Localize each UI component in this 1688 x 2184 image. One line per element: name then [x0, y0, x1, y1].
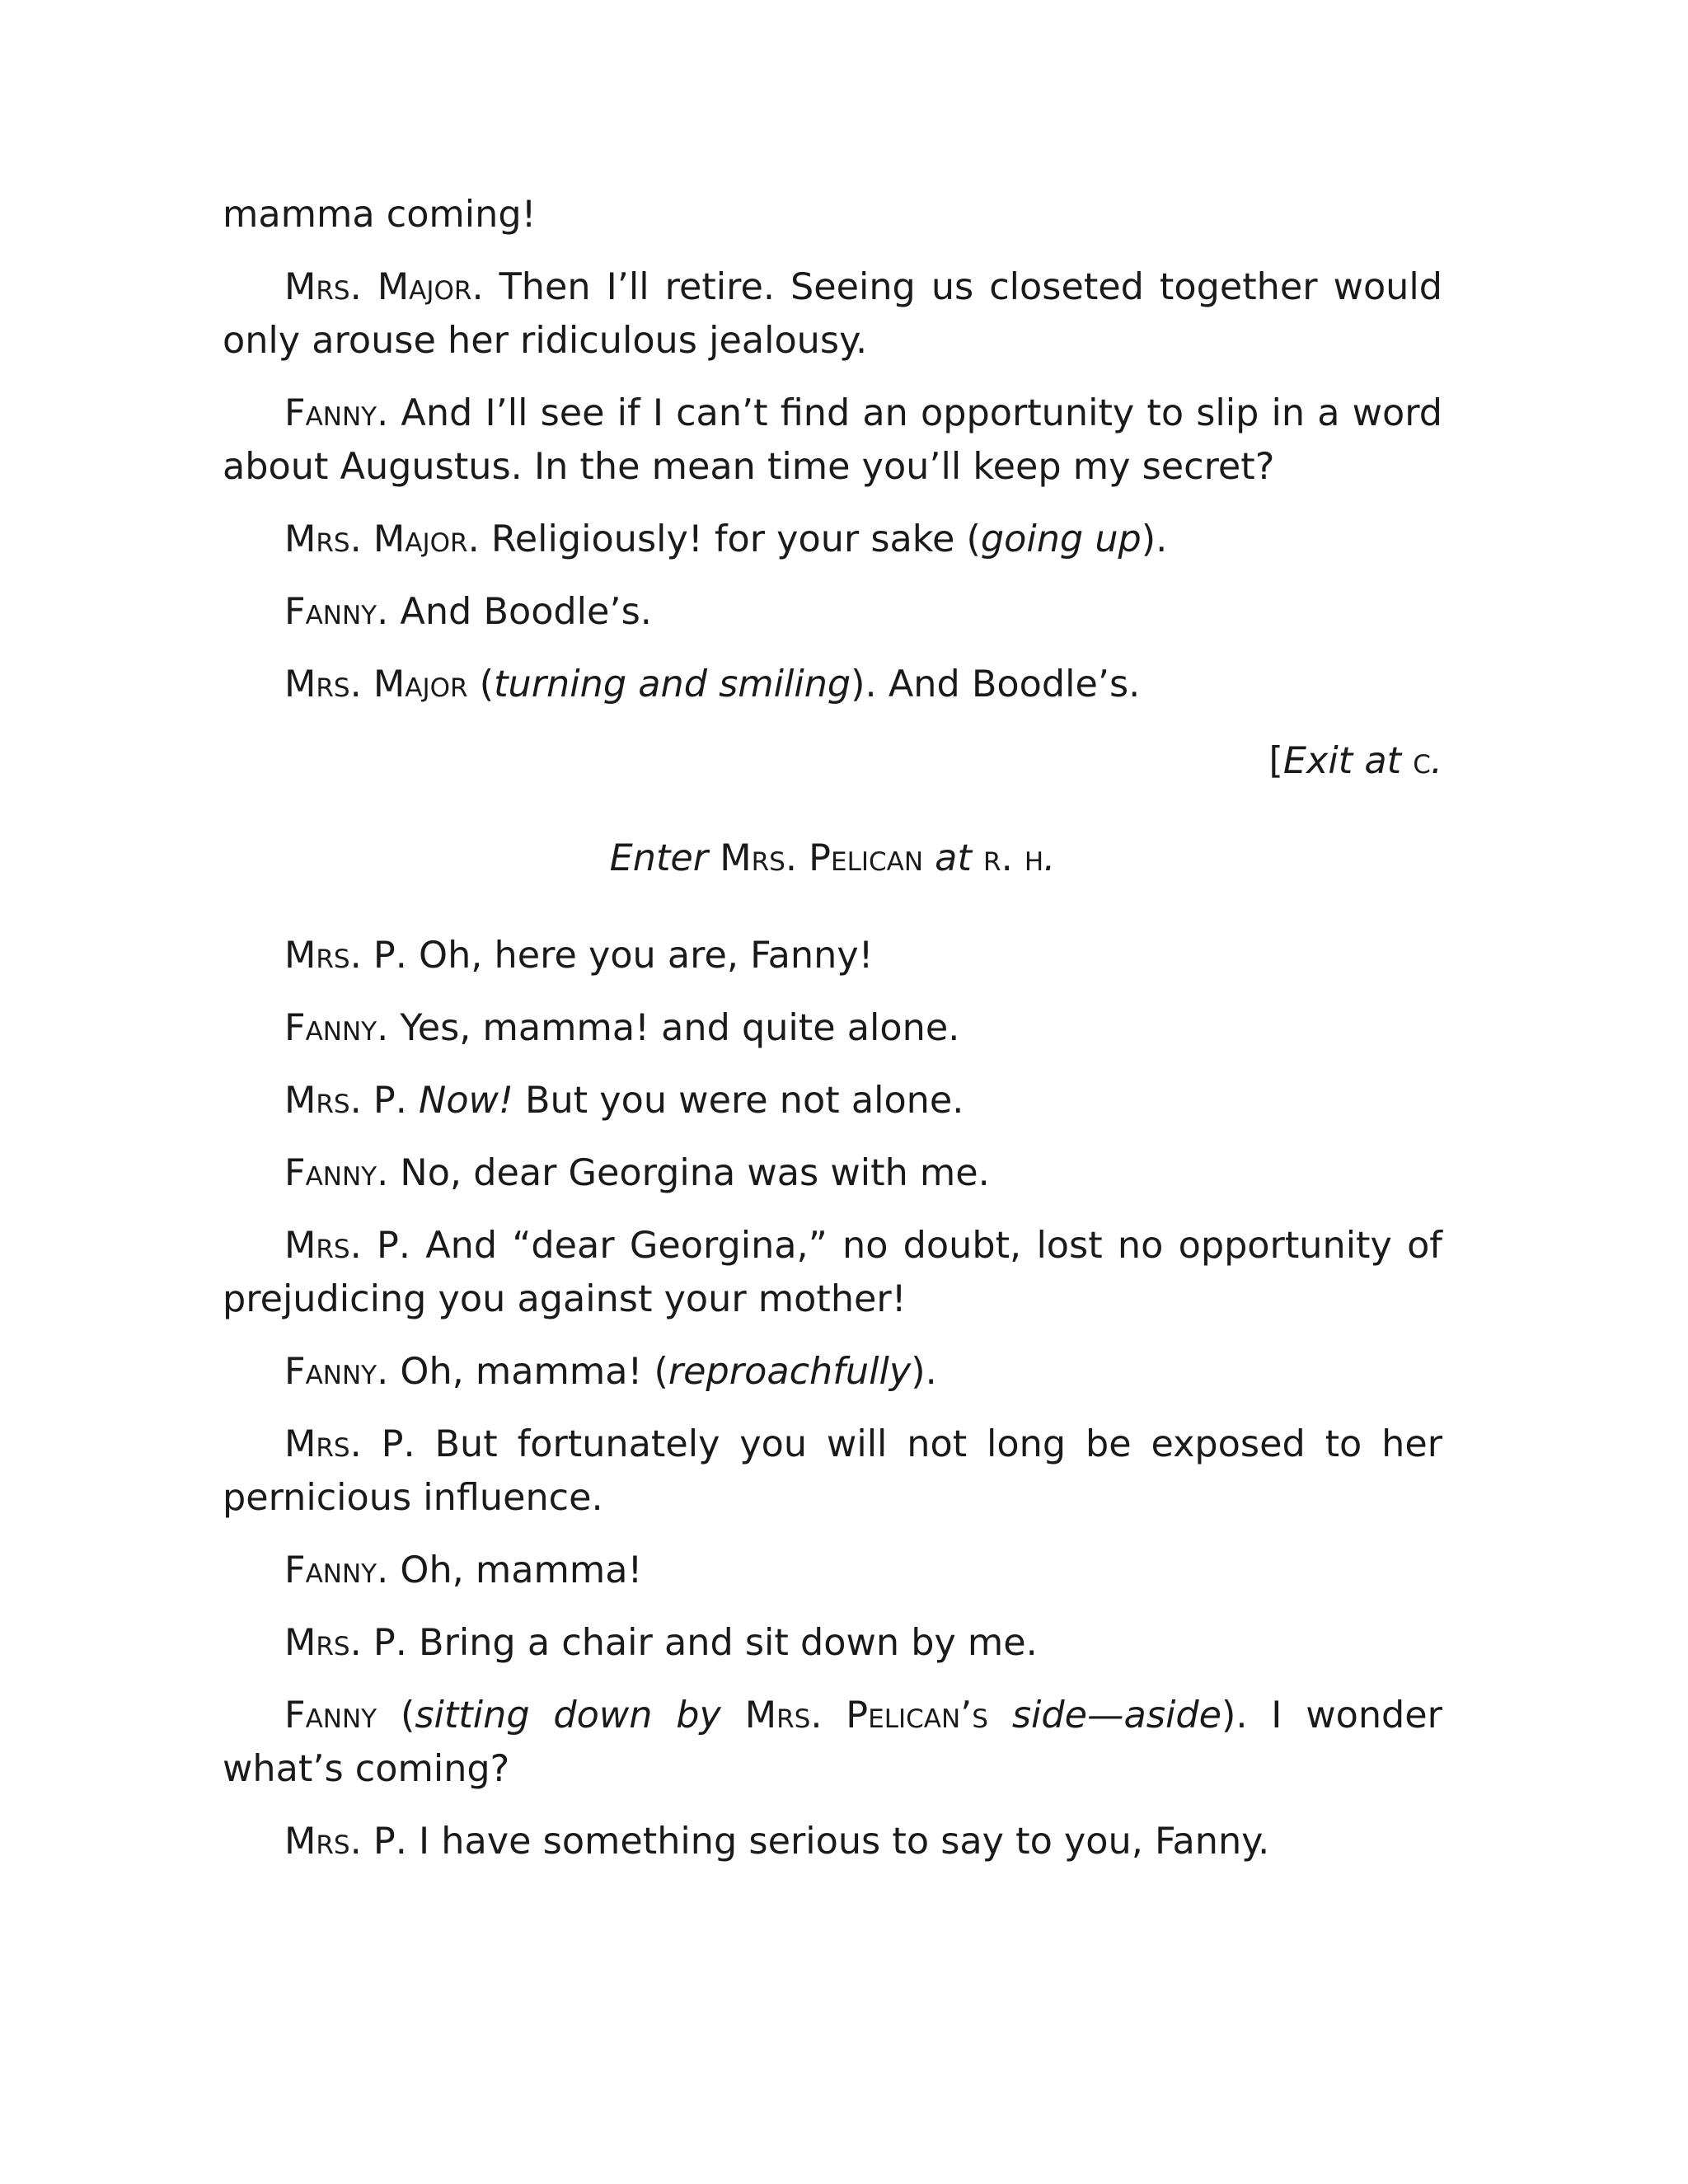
dialogue-line — [223, 585, 1442, 639]
text-run: . Oh, mamma! ( — [377, 1351, 668, 1393]
speaker-name: Fanny — [284, 1152, 377, 1194]
text-run: . Oh, mamma! — [377, 1549, 643, 1591]
text-run — [988, 1694, 1012, 1736]
dialogue-line — [223, 1689, 1442, 1796]
speaker-name: Fanny — [284, 1007, 377, 1049]
speaker-name: Fanny — [284, 1694, 377, 1736]
text-run: ( — [377, 1694, 415, 1736]
dialogue-line — [223, 1001, 1442, 1055]
speaker-name: Mrs. P — [284, 1225, 399, 1267]
italic-text: at — [923, 837, 984, 879]
text-run: [ — [1268, 740, 1283, 782]
text-run: . But fortunately you will not long be exposed to her pernicious influence. — [223, 1423, 1442, 1519]
text-run: . Bring a chair and sit down by me. — [395, 1622, 1038, 1664]
dialogue-block-2 — [223, 929, 1442, 1868]
italic-text: Enter — [609, 837, 720, 879]
italic-text: sitting down by — [415, 1694, 745, 1736]
speaker-name: Fanny — [284, 591, 377, 633]
text-run: ). I wonder what’s coming? — [223, 1694, 1442, 1790]
dialogue-line — [223, 1616, 1442, 1670]
text-run: ). — [911, 1351, 937, 1393]
dialogue-line — [223, 1345, 1442, 1399]
dialogue-line — [223, 1146, 1442, 1200]
speaker-name: Fanny — [284, 1549, 377, 1591]
speaker-name: Mrs. P — [284, 1423, 404, 1465]
italic-text: Exit at — [1282, 740, 1414, 782]
italic-text: reproachfully — [668, 1351, 912, 1393]
document-page — [223, 188, 1442, 2149]
text-run: But you were not alone. — [513, 1080, 964, 1122]
continuation-line — [223, 188, 1442, 241]
dialogue-line — [223, 1219, 1442, 1326]
italic-text: . — [1043, 837, 1056, 879]
speaker-name: Fanny — [284, 1351, 377, 1393]
text-run: . And “dear Georgina,” no doubt, lost no opportunity of prejudicing you against your mother! — [223, 1225, 1442, 1320]
italic-text: . — [1430, 740, 1442, 782]
text-run: . Religiously! for your sake ( — [467, 518, 981, 560]
speaker-name: Mrs. Major — [284, 266, 472, 308]
speaker-name: c — [1413, 740, 1431, 782]
text-run: . And I’ll see if I can’t find an opportunity to slip in a word about Augustus. In the mean time you’ll keep my secret? — [223, 392, 1442, 488]
dialogue-line — [223, 260, 1442, 368]
speaker-name: Mrs. Major — [284, 663, 468, 705]
speaker-name: Mrs. Major — [284, 518, 468, 560]
speaker-name: Mrs. P — [284, 935, 396, 977]
text-run: . Yes, mamma! and quite alone. — [377, 1007, 960, 1049]
text-run: . Then I’ll retire. Seeing us closeted together would only arouse her ridiculous jealousy. — [223, 266, 1443, 362]
dialogue-block-1 — [223, 188, 1442, 711]
speaker-name: Mrs. P — [284, 1821, 396, 1863]
italic-text: going up — [980, 518, 1142, 560]
text-run: . No, dear Georgina was with me. — [377, 1152, 990, 1194]
dialogue-line — [223, 513, 1442, 566]
dialogue-line — [223, 1544, 1442, 1597]
dialogue-line — [223, 387, 1442, 494]
text-run: . — [395, 1080, 420, 1122]
dialogue-line — [223, 1815, 1442, 1868]
italic-text: turning and smiling — [494, 663, 851, 705]
text-run: ). — [1141, 518, 1168, 560]
speaker-name: Fanny — [284, 392, 377, 434]
dialogue-line — [223, 929, 1442, 982]
italic-text: side—aside — [1011, 1694, 1221, 1736]
italic-text: Now! — [419, 1080, 513, 1122]
text-run: ( — [467, 663, 495, 705]
text-run: . I have something serious to say to you, Fanny. — [395, 1821, 1270, 1863]
text-run: mamma coming! — [223, 194, 537, 236]
speaker-name: Mrs. P — [284, 1622, 396, 1664]
speaker-name: Mrs. P — [284, 1080, 396, 1122]
speaker-name: Mrs. Pelican’s — [744, 1694, 988, 1736]
text-run: . Oh, here you are, Fanny! — [395, 935, 874, 977]
text-run: ). And Boodle’s. — [851, 663, 1141, 705]
text-run: . And Boodle’s. — [377, 591, 652, 633]
speaker-name: Mrs. Pelican — [720, 837, 924, 879]
dialogue-line — [223, 1418, 1442, 1525]
stage-direction-exit — [223, 734, 1442, 788]
stage-direction-enter — [223, 832, 1442, 885]
dialogue-line — [223, 658, 1442, 711]
dialogue-line — [223, 1074, 1442, 1127]
speaker-name: r. h — [983, 837, 1044, 879]
